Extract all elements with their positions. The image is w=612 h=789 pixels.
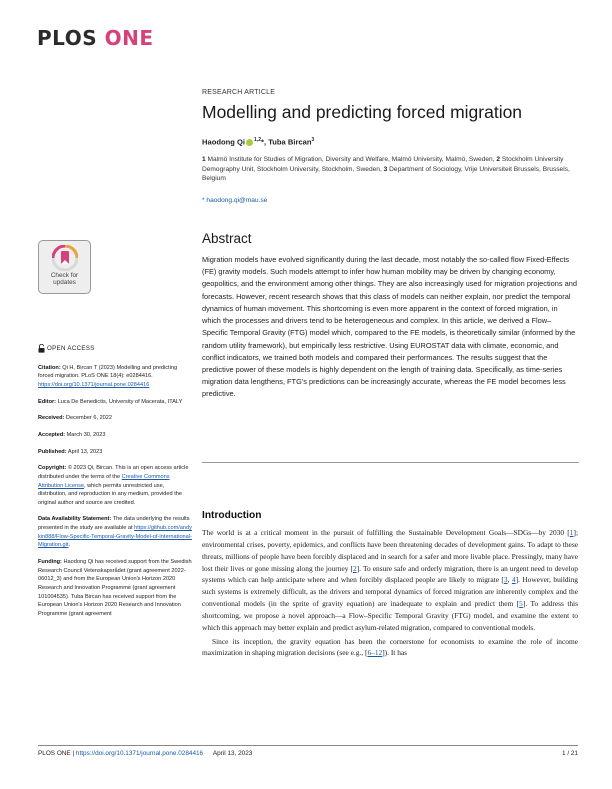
page-number: 1 / 21 (562, 750, 578, 757)
footer-left (38, 750, 252, 757)
received-label: Received: (38, 415, 65, 422)
data-availability-text: The data underlying the results presented in the study are available at (38, 516, 190, 532)
open-lock-icon (38, 344, 45, 353)
paragraph-text: ]. To address this shortcoming, we propose a novel approach—a Flow–Specific Temporal Gravity (FTG) model, and examine the extent to which this approach may better explain and predict asylum-related migration, compared to conventional models. (202, 599, 578, 632)
abstract-divider (202, 462, 579, 463)
author-affiliation-marker: 3 (311, 137, 315, 143)
citation-block (38, 364, 192, 390)
author-affiliation-marker: 1,2 (254, 137, 261, 143)
introduction-body (202, 527, 578, 661)
funding-text: Haodong Qi has received support from the Swedish Research Council Vetenskapsrådet (grant agreement 2022-06012_3) and from the European Union's Horizon 2020 Research and Innovation Programme (grant agreement 101004535). Tuba Bircan has received support from the European Union's Horizon 2020 Research and Innovation Programme (grant agreement (38, 559, 192, 618)
open-access-badge (38, 344, 192, 354)
abstract-heading: Abstract (202, 231, 252, 246)
article-info-sidebar (38, 344, 192, 627)
check-updates-line1: Check for (50, 272, 79, 279)
editor-label: Editor: (38, 398, 57, 405)
footer-separator: | (70, 750, 76, 757)
copyright-block (38, 464, 192, 507)
data-repository-link[interactable]: https://github.com/andykin888/Flow-Specific-Temporal-Gravity-Model-of-International-Migration.git (38, 525, 192, 549)
funding-label: Funding: (38, 559, 62, 566)
footer-doi-link[interactable]: https://doi.org/10.1371/journal.pone.0284416 (75, 750, 204, 757)
accepted-label: Accepted: (38, 431, 66, 438)
copyright-text: © 2023 Qi, Bircan. This is an open access article distributed under the terms of the (38, 465, 189, 480)
paragraph-text: The world is at a critical moment in the pursuit of fulfilling the Sustainable Development Goals—SDGs—by 2030 [ (202, 528, 570, 537)
journal-logo-part2: ONE (104, 26, 154, 50)
affiliation-text: Stockholm University Demography Unit, Stockholm University, Stockholm, Sweden, (202, 156, 564, 173)
paragraph-text: ]. However, building such systems is extremely difficult, as the drivers and temporal dynamics of forced migration are inherently complex and the conventional models (in the sprite of gravity equation) are inadequate to explain and predict them [ (202, 575, 579, 609)
check-updates-icon (52, 245, 78, 271)
copyright-label: Copyright: (38, 465, 67, 472)
introduction-paragraph (202, 527, 578, 634)
data-availability-block (38, 515, 192, 550)
page-footer (38, 745, 578, 757)
affiliations (202, 155, 574, 184)
footer-journal: PLOS ONE (38, 750, 71, 757)
check-for-updates-button[interactable] (38, 240, 91, 294)
reference-link[interactable]: 3 (503, 575, 508, 585)
author-name[interactable]: Haodong Qi (202, 137, 246, 147)
article-title: Modelling and predicting forced migration (202, 102, 523, 122)
received-date: December 6, 2022 (64, 415, 113, 422)
received-block (38, 414, 192, 423)
journal-logo (37, 26, 153, 50)
corresponding-marker: * (260, 137, 264, 147)
author-name[interactable]: Tuba Bircan (268, 137, 312, 147)
reference-link[interactable]: 5 (519, 599, 523, 609)
accepted-block (38, 431, 192, 440)
orcid-icon[interactable] (246, 139, 253, 146)
published-block (38, 448, 192, 457)
journal-logo-part1: PLOS (37, 26, 98, 50)
citation-text: Qi H, Bircan T (2023) Modelling and predicting forced migration. PLoS ONE 18(4): e0284416. (38, 364, 178, 380)
published-label: Published: (38, 448, 67, 455)
affiliation-number: 2 (496, 156, 501, 163)
author-list (202, 137, 314, 147)
affiliation-number: 1 (202, 156, 206, 163)
corresponding-email[interactable]: * haodong.qi@mau.se (202, 197, 268, 204)
reference-link[interactable]: 1 (569, 528, 574, 537)
funding-block (38, 558, 192, 619)
paragraph-text: ]). It has (382, 648, 408, 658)
introduction-heading: Introduction (202, 510, 262, 521)
reference-link[interactable]: 2 (352, 563, 357, 573)
open-access-label: OPEN ACCESS (47, 345, 95, 352)
paragraph-text: , (507, 575, 512, 585)
editor-text: Luca De Benedictis, University of Macerata, ITALY (56, 398, 183, 405)
affiliation-text: Department of Sociology, Vrije Universiteit Brussels, Brussels, Belgium (202, 165, 570, 183)
affiliation-text: Malmö Institute for Studies of Migration, Diversity and Welfare, Malmö University, Malmö, Sweden, (205, 156, 497, 163)
license-link[interactable]: Creative Commons Attribution License (38, 473, 170, 489)
data-availability-label: Data Availability Statement: (38, 516, 112, 523)
published-date: April 13, 2023 (66, 448, 103, 455)
introduction-paragraph (202, 636, 578, 660)
accepted-date: March 30, 2023 (65, 431, 106, 438)
article-type: RESEARCH ARTICLE (202, 89, 276, 96)
editor-block (38, 398, 192, 407)
footer-date: April 13, 2023 (212, 750, 253, 757)
check-updates-line2: updates (53, 279, 76, 287)
author-separator: , (263, 137, 269, 147)
reference-link[interactable]: 6–12 (367, 648, 383, 658)
paragraph-text: ]; environmental crises, poverty, epidemics, and conflicts have been threatening decades of development gains. To adapt to these threats, millions of people have been forcibly displaced and in search for a safer and more livable place. Pressingly, many have lost their lives or gone missing along the journey [ (202, 528, 578, 573)
data-availability-end: . (68, 542, 71, 549)
copyright-text: , which permits unrestricted use, distribution, and reproduction in any medium, provided the original author and source are credited. (38, 482, 182, 506)
citation-doi-link[interactable]: https://doi.org/10.1371/journal.pone.0284416 (38, 381, 150, 388)
abstract-text: Migration models have evolved significantly during the last decade, most notably the so-called flow Fixed-Effects (FE) gravity models. Such models attempt to infer how human mobility may be driven by changing economy, geopolitics, and the environment among other things. They are also increasingly used for migration projections and forecasts. However, recent research shows that this class of models can neither explain, nor predict the temporal dynamics of human movement. This shortcoming is even more apparent in the context of forced migration, in which the processes and drivers tend to be heterogeneous and complex. In this article, we derived a Flow–Specific Temporal Gravity (FTG) model which, compared to the FE models, is theoretically similar (informed by the random utility framework), but empirically less restrictive. Using EUROSTAT data with climate, economic, and conflict indicators, we trained both models and compared their performances. The results suggest that the predictive power of these models is highly dependent on the length of training data. Specifically, as time-series migration data lengthens, FTG's predictions can be increasingly accurate, whereas the FE model becomes less predictive. (202, 255, 577, 399)
citation-label: Citation: (38, 364, 61, 371)
reference-link[interactable]: 4 (511, 575, 516, 585)
affiliation-number: 3 (383, 165, 388, 173)
paragraph-text: Since its inception, the gravity equation has been the cornerstone for economists to examine the role of income maximization in shaping migration decisions (see e.g., [ (202, 636, 578, 658)
paragraph-text: ]. To ensure safe and orderly migration, there is an urgent need to develop systems which can help anticipate where and when forcibly displaced people are likely to migrate [ (202, 563, 578, 585)
